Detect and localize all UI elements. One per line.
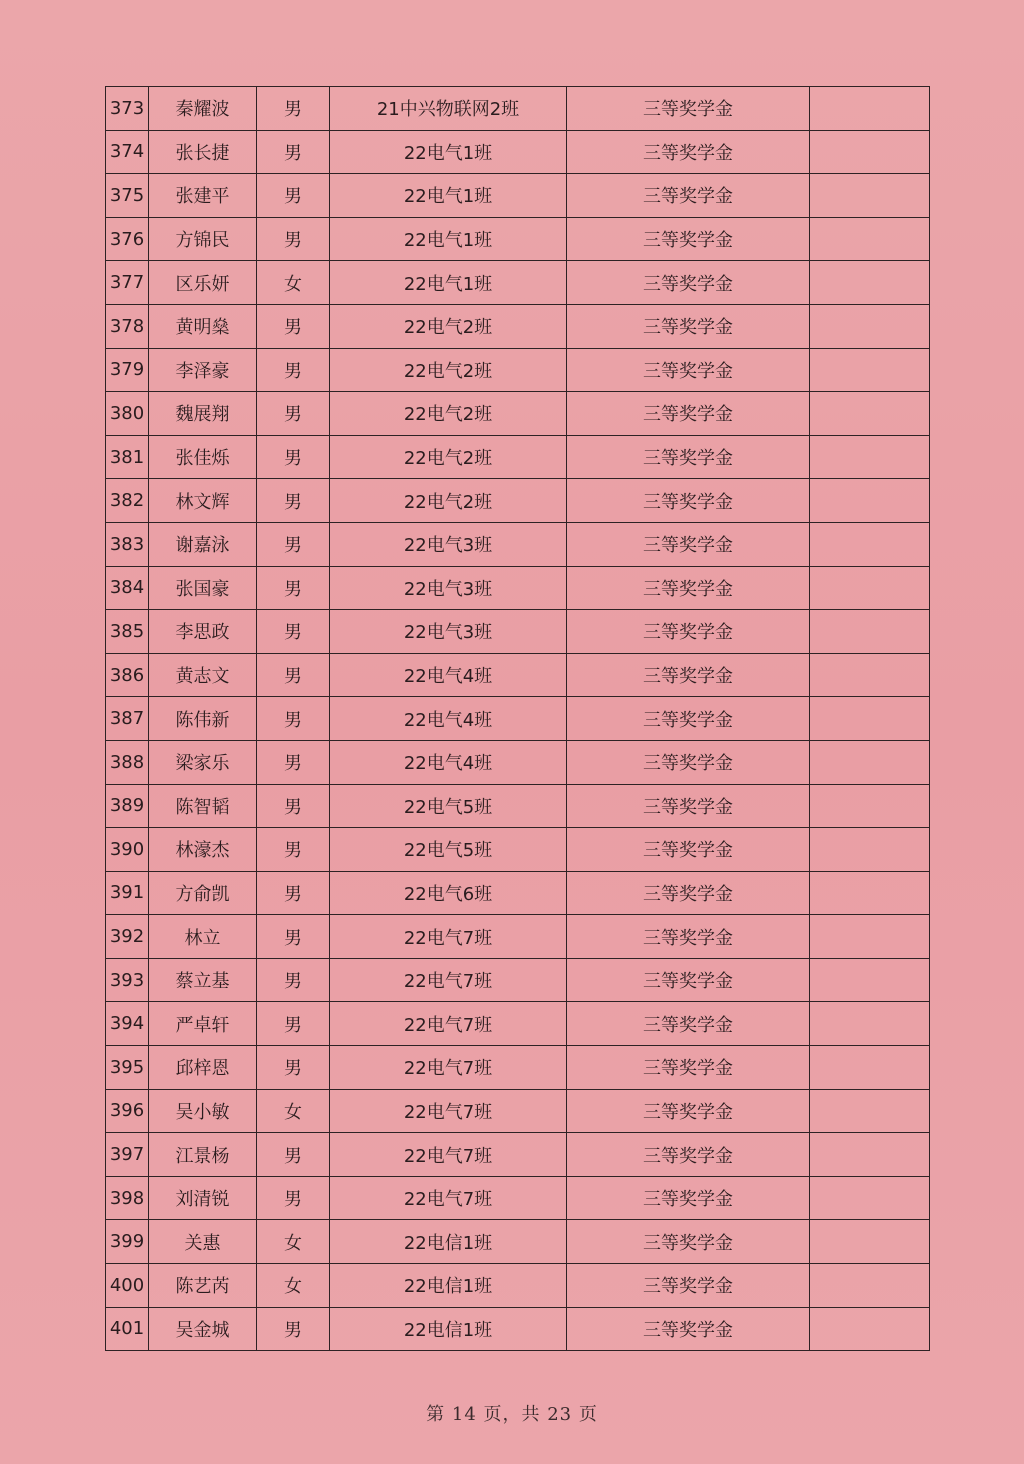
award-cell: 三等奖学金 — [567, 828, 810, 872]
note-cell — [810, 217, 930, 261]
student-name-cell: 张长捷 — [149, 130, 257, 174]
class-cell: 22电气7班 — [330, 1002, 567, 1046]
student-name-cell: 江景杨 — [149, 1133, 257, 1177]
award-cell: 三等奖学金 — [567, 653, 810, 697]
table-row — [106, 217, 930, 261]
table-row — [106, 87, 930, 131]
gender-cell: 男 — [257, 1133, 330, 1177]
gender-cell: 女 — [257, 1089, 330, 1133]
award-cell: 三等奖学金 — [567, 1133, 810, 1177]
award-cell: 三等奖学金 — [567, 1046, 810, 1090]
student-name-cell: 谢嘉泳 — [149, 522, 257, 566]
table-row — [106, 1264, 930, 1308]
gender-cell: 男 — [257, 174, 330, 218]
gender-cell: 男 — [257, 304, 330, 348]
note-cell — [810, 784, 930, 828]
student-name-cell: 梁家乐 — [149, 740, 257, 784]
note-cell — [810, 522, 930, 566]
class-cell: 22电气7班 — [330, 958, 567, 1002]
serial-number-cell: 399 — [106, 1220, 149, 1264]
table-row — [106, 522, 930, 566]
gender-cell: 男 — [257, 566, 330, 610]
gender-cell: 女 — [257, 1220, 330, 1264]
award-cell: 三等奖学金 — [567, 958, 810, 1002]
award-cell: 三等奖学金 — [567, 522, 810, 566]
note-cell — [810, 87, 930, 131]
award-cell: 三等奖学金 — [567, 610, 810, 654]
table-row — [106, 174, 930, 218]
class-cell: 22电气2班 — [330, 479, 567, 523]
note-cell — [810, 261, 930, 305]
award-cell: 三等奖学金 — [567, 1002, 810, 1046]
student-name-cell: 刘清锐 — [149, 1176, 257, 1220]
table-row — [106, 304, 930, 348]
award-cell: 三等奖学金 — [567, 174, 810, 218]
serial-number-cell: 394 — [106, 1002, 149, 1046]
table-row — [106, 1089, 930, 1133]
table-row — [106, 784, 930, 828]
table-row — [106, 828, 930, 872]
student-name-cell: 李思政 — [149, 610, 257, 654]
table-row — [106, 1046, 930, 1090]
gender-cell: 男 — [257, 392, 330, 436]
award-cell: 三等奖学金 — [567, 348, 810, 392]
note-cell — [810, 1264, 930, 1308]
table-row — [106, 915, 930, 959]
note-cell — [810, 1220, 930, 1264]
serial-number-cell: 391 — [106, 871, 149, 915]
award-cell: 三等奖学金 — [567, 130, 810, 174]
student-name-cell: 方锦民 — [149, 217, 257, 261]
award-cell: 三等奖学金 — [567, 1089, 810, 1133]
serial-number-cell: 381 — [106, 435, 149, 479]
student-name-cell: 吴小敏 — [149, 1089, 257, 1133]
gender-cell: 男 — [257, 217, 330, 261]
table-row — [106, 261, 930, 305]
serial-number-cell: 377 — [106, 261, 149, 305]
class-cell: 22电气6班 — [330, 871, 567, 915]
class-cell: 22电气3班 — [330, 522, 567, 566]
award-cell: 三等奖学金 — [567, 784, 810, 828]
gender-cell: 男 — [257, 653, 330, 697]
class-cell: 22电气1班 — [330, 130, 567, 174]
class-cell: 22电信1班 — [330, 1307, 567, 1351]
class-cell: 22电气2班 — [330, 348, 567, 392]
class-cell: 22电信1班 — [330, 1264, 567, 1308]
class-cell: 22电气1班 — [330, 217, 567, 261]
award-cell: 三等奖学金 — [567, 392, 810, 436]
serial-number-cell: 373 — [106, 87, 149, 131]
class-cell: 22电气5班 — [330, 784, 567, 828]
table-row — [106, 871, 930, 915]
student-name-cell: 张佳烁 — [149, 435, 257, 479]
note-cell — [810, 348, 930, 392]
note-cell — [810, 697, 930, 741]
student-name-cell: 严卓轩 — [149, 1002, 257, 1046]
class-cell: 22电气4班 — [330, 740, 567, 784]
class-cell: 22电气3班 — [330, 566, 567, 610]
note-cell — [810, 392, 930, 436]
table-row — [106, 1176, 930, 1220]
table-row — [106, 392, 930, 436]
note-cell — [810, 1046, 930, 1090]
serial-number-cell: 398 — [106, 1176, 149, 1220]
award-cell: 三等奖学金 — [567, 871, 810, 915]
serial-number-cell: 396 — [106, 1089, 149, 1133]
serial-number-cell: 389 — [106, 784, 149, 828]
serial-number-cell: 380 — [106, 392, 149, 436]
class-cell: 22电气7班 — [330, 1133, 567, 1177]
class-cell: 22电气2班 — [330, 304, 567, 348]
serial-number-cell: 375 — [106, 174, 149, 218]
table-row — [106, 348, 930, 392]
class-cell: 22电气7班 — [330, 1046, 567, 1090]
note-cell — [810, 304, 930, 348]
student-name-cell: 林立 — [149, 915, 257, 959]
gender-cell: 男 — [257, 784, 330, 828]
note-cell — [810, 740, 930, 784]
award-cell: 三等奖学金 — [567, 1307, 810, 1351]
gender-cell: 男 — [257, 871, 330, 915]
serial-number-cell: 386 — [106, 653, 149, 697]
gender-cell: 男 — [257, 435, 330, 479]
serial-number-cell: 392 — [106, 915, 149, 959]
award-cell: 三等奖学金 — [567, 1264, 810, 1308]
note-cell — [810, 479, 930, 523]
award-cell: 三等奖学金 — [567, 479, 810, 523]
gender-cell: 男 — [257, 130, 330, 174]
class-cell: 22电气4班 — [330, 697, 567, 741]
serial-number-cell: 385 — [106, 610, 149, 654]
note-cell — [810, 871, 930, 915]
award-cell: 三等奖学金 — [567, 435, 810, 479]
page-number-footer: 第 14 页，共 23 页 — [426, 1404, 598, 1425]
class-cell: 22电气2班 — [330, 435, 567, 479]
table-row — [106, 958, 930, 1002]
note-cell — [810, 610, 930, 654]
student-name-cell: 张国豪 — [149, 566, 257, 610]
note-cell — [810, 915, 930, 959]
student-name-cell: 邱梓恩 — [149, 1046, 257, 1090]
gender-cell: 男 — [257, 479, 330, 523]
table-row — [106, 740, 930, 784]
note-cell — [810, 653, 930, 697]
student-name-cell: 陈艺芮 — [149, 1264, 257, 1308]
student-name-cell: 张建平 — [149, 174, 257, 218]
serial-number-cell: 382 — [106, 479, 149, 523]
serial-number-cell: 390 — [106, 828, 149, 872]
award-cell: 三等奖学金 — [567, 304, 810, 348]
gender-cell: 男 — [257, 87, 330, 131]
note-cell — [810, 1002, 930, 1046]
award-cell: 三等奖学金 — [567, 740, 810, 784]
note-cell — [810, 174, 930, 218]
gender-cell: 女 — [257, 261, 330, 305]
student-name-cell: 黄志文 — [149, 653, 257, 697]
serial-number-cell: 397 — [106, 1133, 149, 1177]
serial-number-cell: 379 — [106, 348, 149, 392]
scholarship-table-body — [106, 87, 930, 1351]
award-cell: 三等奖学金 — [567, 87, 810, 131]
class-cell: 22电气1班 — [330, 174, 567, 218]
note-cell — [810, 130, 930, 174]
gender-cell: 男 — [257, 1046, 330, 1090]
gender-cell: 男 — [257, 522, 330, 566]
class-cell: 22电气3班 — [330, 610, 567, 654]
note-cell — [810, 958, 930, 1002]
gender-cell: 男 — [257, 1002, 330, 1046]
gender-cell: 男 — [257, 828, 330, 872]
note-cell — [810, 1133, 930, 1177]
student-name-cell: 林文辉 — [149, 479, 257, 523]
serial-number-cell: 374 — [106, 130, 149, 174]
award-cell: 三等奖学金 — [567, 566, 810, 610]
student-name-cell: 区乐妍 — [149, 261, 257, 305]
student-name-cell: 蔡立基 — [149, 958, 257, 1002]
table-row — [106, 479, 930, 523]
student-name-cell: 秦耀波 — [149, 87, 257, 131]
class-cell: 22电气7班 — [330, 915, 567, 959]
serial-number-cell: 387 — [106, 697, 149, 741]
table-row — [106, 130, 930, 174]
gender-cell: 男 — [257, 915, 330, 959]
note-cell — [810, 566, 930, 610]
class-cell: 22电气5班 — [330, 828, 567, 872]
table-row — [106, 610, 930, 654]
serial-number-cell: 401 — [106, 1307, 149, 1351]
serial-number-cell: 384 — [106, 566, 149, 610]
note-cell — [810, 1089, 930, 1133]
table-row — [106, 653, 930, 697]
serial-number-cell: 378 — [106, 304, 149, 348]
table-row — [106, 1220, 930, 1264]
award-cell: 三等奖学金 — [567, 697, 810, 741]
gender-cell: 女 — [257, 1264, 330, 1308]
class-cell: 22电气2班 — [330, 392, 567, 436]
gender-cell: 男 — [257, 610, 330, 654]
note-cell — [810, 1307, 930, 1351]
serial-number-cell: 395 — [106, 1046, 149, 1090]
student-name-cell: 吴金城 — [149, 1307, 257, 1351]
student-name-cell: 关惠 — [149, 1220, 257, 1264]
class-cell: 22电气7班 — [330, 1089, 567, 1133]
gender-cell: 男 — [257, 697, 330, 741]
serial-number-cell: 383 — [106, 522, 149, 566]
award-cell: 三等奖学金 — [567, 1176, 810, 1220]
class-cell: 22电气1班 — [330, 261, 567, 305]
serial-number-cell: 376 — [106, 217, 149, 261]
class-cell: 22电气4班 — [330, 653, 567, 697]
note-cell — [810, 435, 930, 479]
note-cell — [810, 1176, 930, 1220]
student-name-cell: 陈伟新 — [149, 697, 257, 741]
table-row — [106, 697, 930, 741]
gender-cell: 男 — [257, 740, 330, 784]
student-name-cell: 黄明燊 — [149, 304, 257, 348]
table-row — [106, 1307, 930, 1351]
table-row — [106, 1133, 930, 1177]
student-name-cell: 魏展翔 — [149, 392, 257, 436]
student-name-cell: 林濠杰 — [149, 828, 257, 872]
gender-cell: 男 — [257, 348, 330, 392]
student-name-cell: 李泽豪 — [149, 348, 257, 392]
gender-cell: 男 — [257, 1176, 330, 1220]
award-cell: 三等奖学金 — [567, 915, 810, 959]
scholarship-table — [105, 86, 930, 1351]
serial-number-cell: 388 — [106, 740, 149, 784]
serial-number-cell: 400 — [106, 1264, 149, 1308]
gender-cell: 男 — [257, 1307, 330, 1351]
note-cell — [810, 828, 930, 872]
student-name-cell: 陈智韬 — [149, 784, 257, 828]
student-name-cell: 方俞凯 — [149, 871, 257, 915]
award-cell: 三等奖学金 — [567, 1220, 810, 1264]
class-cell: 21中兴物联网2班 — [330, 87, 567, 131]
gender-cell: 男 — [257, 958, 330, 1002]
table-row — [106, 566, 930, 610]
table-row — [106, 1002, 930, 1046]
class-cell: 22电信1班 — [330, 1220, 567, 1264]
serial-number-cell: 393 — [106, 958, 149, 1002]
class-cell: 22电气7班 — [330, 1176, 567, 1220]
table-row — [106, 435, 930, 479]
award-cell: 三等奖学金 — [567, 217, 810, 261]
award-cell: 三等奖学金 — [567, 261, 810, 305]
